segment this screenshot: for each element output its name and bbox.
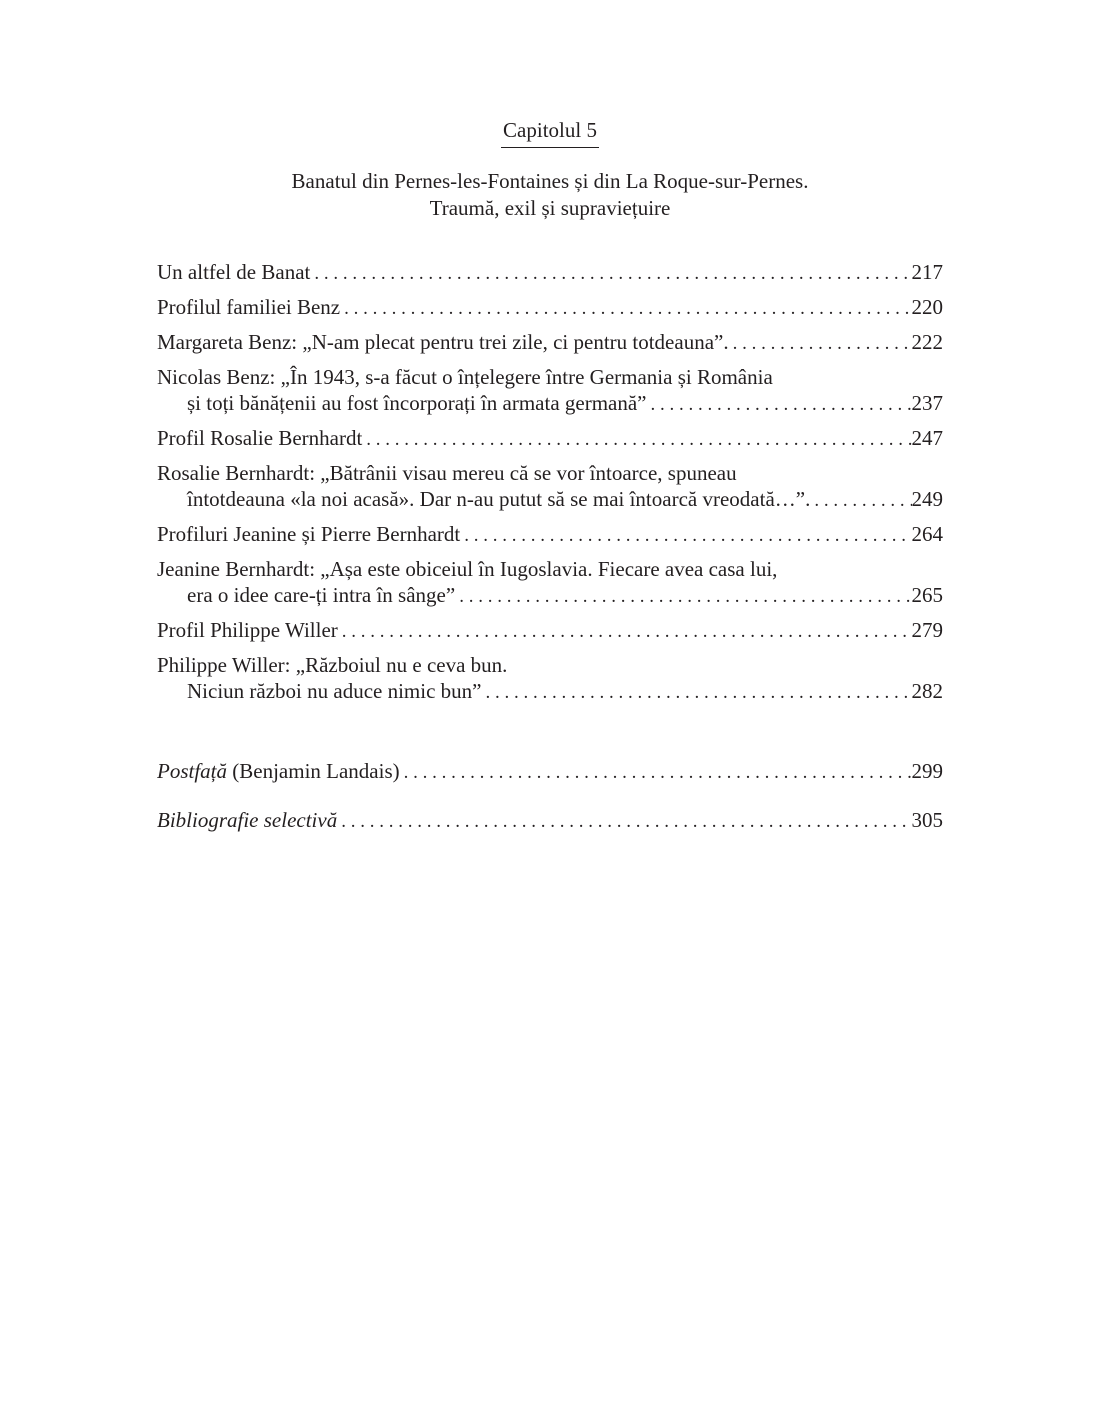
toc-entry-title: Profil Philippe Willer bbox=[157, 618, 338, 642]
dot-leader bbox=[481, 680, 911, 706]
back-matter-list bbox=[157, 758, 943, 856]
dot-leader bbox=[455, 584, 911, 610]
dot-leader bbox=[340, 296, 911, 322]
toc-entry-page: 264 bbox=[911, 522, 943, 546]
dot-leader bbox=[338, 619, 912, 645]
toc-entry-page: 265 bbox=[911, 583, 943, 607]
toc-entry-page: 217 bbox=[911, 260, 943, 284]
toc-entry-title-line-2: Niciun război nu aduce nimic bun” bbox=[187, 679, 482, 703]
dot-leader bbox=[337, 809, 911, 835]
toc-entry-title-line-2: și toți bănățenii au fost încorporați în armata germană” bbox=[187, 391, 647, 415]
toc-entry-title: Profilul familiei Benz bbox=[157, 295, 341, 319]
dot-leader bbox=[362, 427, 911, 453]
toc-entry-title: Profiluri Jeanine și Pierre Bernhardt bbox=[157, 522, 461, 546]
chapter-title-line-1: Banatul din Pernes-les-Fontaines și din La Roque-sur-Pernes. bbox=[291, 169, 809, 193]
chapter-label bbox=[0, 116, 1100, 148]
dot-leader bbox=[729, 331, 912, 357]
toc-entry-page: 237 bbox=[911, 391, 943, 415]
dot-leader bbox=[310, 261, 911, 287]
toc-entry-title-line-1: Rosalie Bernhardt: „Bătrânii visau mereu că se vor întoarce, spuneau bbox=[157, 461, 737, 485]
chapter-title-line-2: Traumă, exil și supraviețuire bbox=[429, 196, 671, 220]
toc-entry-page: 247 bbox=[911, 426, 943, 450]
toc-entry-title-line-1: Jeanine Bernhardt: „Așa este obiceiul în Iugoslavia. Fiecare avea casa lui, bbox=[157, 557, 778, 581]
toc-entry-title-line-1: Nicolas Benz: „În 1943, s-a făcut o înțelegere între Germania și România bbox=[157, 365, 773, 389]
dot-leader bbox=[400, 760, 912, 786]
toc-entry-postface[interactable] bbox=[157, 758, 943, 786]
toc-entry[interactable] bbox=[157, 652, 943, 706]
toc-entry[interactable] bbox=[157, 294, 943, 322]
toc-entry[interactable] bbox=[157, 364, 943, 418]
toc-entry-title: Un altfel de Banat bbox=[157, 260, 311, 284]
toc-entry[interactable] bbox=[157, 556, 943, 610]
toc-entry[interactable] bbox=[157, 425, 943, 453]
table-of-contents bbox=[157, 259, 943, 713]
toc-entry-page: 220 bbox=[911, 295, 943, 319]
toc-entry-page: 305 bbox=[911, 808, 943, 832]
toc-entry-title bbox=[157, 807, 337, 833]
toc-entry-title-rest: (Benjamin Landais) bbox=[227, 759, 400, 783]
toc-entry-title-italic: Postfață bbox=[157, 759, 228, 783]
toc-entry-title-line-2: întotdeauna «la noi acasă». Dar n-au putut să se mai întoarcă vreodată…”. bbox=[187, 487, 811, 511]
toc-entry[interactable] bbox=[157, 521, 943, 549]
toc-entry-page: 222 bbox=[911, 330, 943, 354]
toc-entry-page: 299 bbox=[911, 759, 943, 783]
toc-entry-title: Profil Rosalie Bernhardt bbox=[157, 426, 363, 450]
dot-leader bbox=[647, 392, 912, 418]
toc-entry[interactable] bbox=[157, 617, 943, 645]
toc-entry-page: 249 bbox=[911, 487, 943, 511]
toc-entry-title bbox=[157, 758, 400, 784]
toc-entry[interactable] bbox=[157, 460, 943, 514]
toc-entry-title-line-1: Philippe Willer: „Războiul nu e ceva bun. bbox=[157, 653, 508, 677]
toc-entry-title-italic: Bibliografie selectivă bbox=[157, 808, 338, 832]
dot-leader bbox=[460, 523, 911, 549]
toc-entry-title: Margareta Benz: „N-am plecat pentru trei zile, ci pentru totdeauna”. bbox=[157, 330, 729, 354]
toc-entry-title-line-2: era o idee care-ți intra în sânge” bbox=[187, 583, 456, 607]
toc-entry-page: 279 bbox=[911, 618, 943, 642]
toc-entry-page: 282 bbox=[911, 679, 943, 703]
chapter-title bbox=[0, 168, 1100, 222]
toc-entry[interactable] bbox=[157, 259, 943, 287]
dot-leader bbox=[810, 488, 911, 514]
toc-entry-bibliography[interactable] bbox=[157, 807, 943, 835]
chapter-label-text: Capitolul 5 bbox=[501, 116, 599, 148]
toc-entry[interactable] bbox=[157, 329, 943, 357]
